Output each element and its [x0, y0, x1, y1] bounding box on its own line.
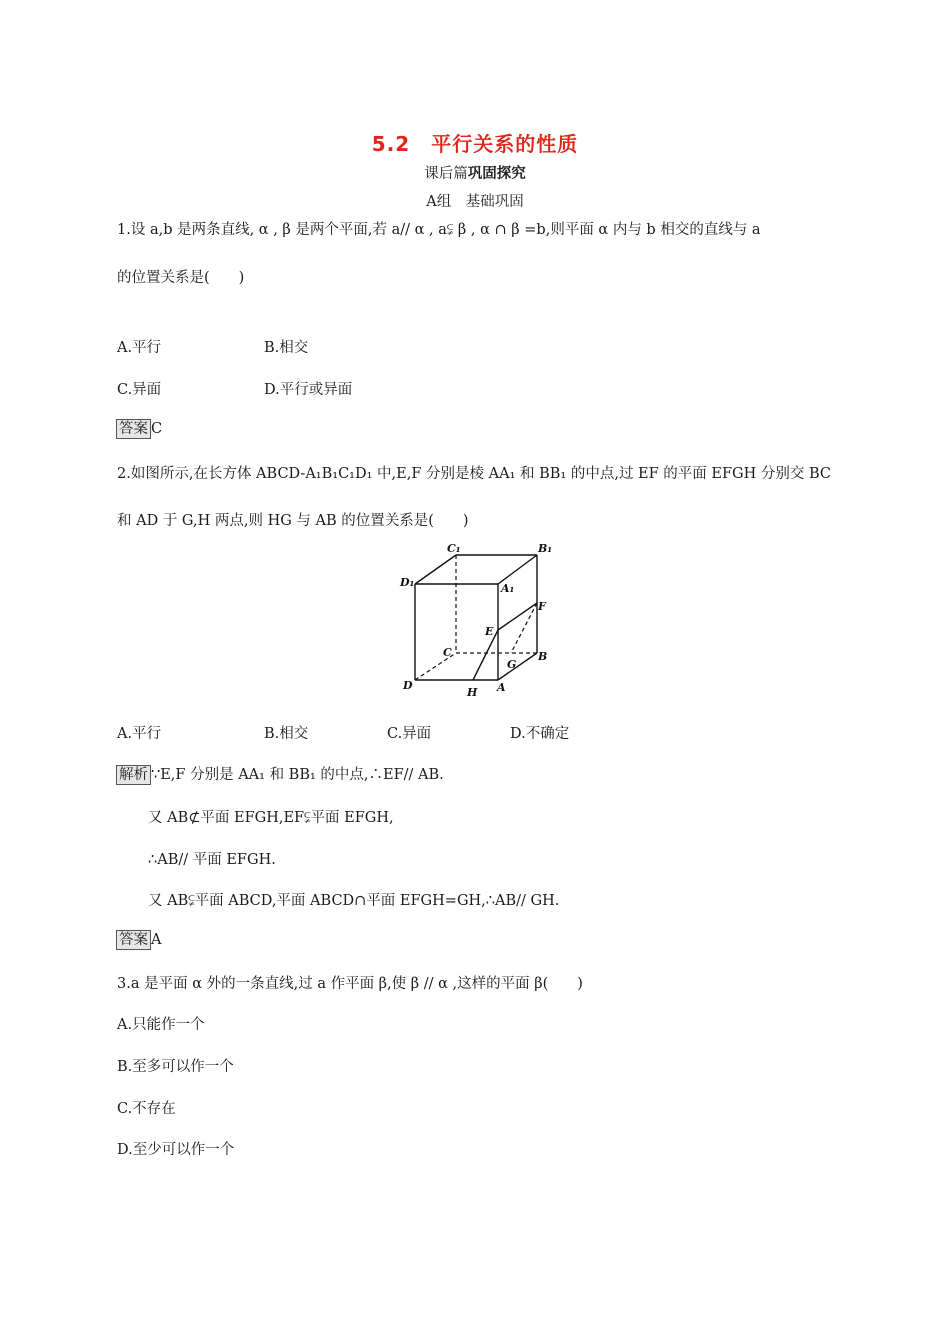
q1-stem-line1: 1.设 a,b 是两条直线, α , β 是两个平面,若 a// α , a⫋ β , α ∩ β =b,则平面 α 内与 b 相交的直线与 a	[117, 222, 761, 238]
label-f: F	[538, 600, 546, 613]
label-c1: C₁	[447, 542, 461, 555]
q2-stem-line2: 和 AD 于 G,H 两点,则 HG 与 AB 的位置关系是( )	[117, 513, 469, 529]
cuboid-figure	[395, 538, 560, 700]
analysis-tag: 解析	[116, 765, 151, 785]
q2-answer: A	[151, 932, 162, 948]
q2-stem-line1: 2.如图所示,在长方体 ABCD-A₁B₁C₁D₁ 中,E,F 分别是棱 AA₁ 和 BB₁ 的中点,过 EF 的平面 EFGH 分别交 BC	[117, 466, 832, 482]
answer-tag: 答案	[116, 930, 151, 950]
label-b: B	[538, 650, 548, 663]
q1-option-b: B.相交	[264, 340, 309, 356]
label-h: H	[467, 686, 478, 699]
label-g: G	[507, 658, 517, 671]
q2-analysis-line3: ∴AB// 平面 EFGH.	[148, 852, 276, 868]
section-subtitle: 课后篇巩固探究	[424, 166, 526, 182]
group-heading: A组 基础巩固	[426, 194, 524, 210]
q1-answer: C	[151, 421, 163, 437]
label-a: A	[497, 681, 506, 694]
label-b1: B₁	[538, 542, 553, 555]
q2-option-a: A.平行	[117, 726, 162, 742]
q2-option-c: C.异面	[387, 726, 432, 742]
q3-option-d: D.至少可以作一个	[117, 1142, 235, 1158]
q2-option-b: B.相交	[264, 726, 309, 742]
q2-analysis-line4: 又 AB⫋平面 ABCD,平面 ABCD∩平面 EFGH=GH,∴AB// GH.	[148, 893, 560, 909]
q1-option-d: D.平行或异面	[264, 382, 353, 398]
label-e: E	[485, 625, 494, 638]
label-d1: D₁	[400, 576, 415, 589]
q2-option-d: D.不确定	[510, 726, 570, 742]
q2-analysis-line1: ∵E,F 分别是 AA₁ 和 BB₁ 的中点,∴EF// AB.	[151, 767, 444, 783]
q3-option-c: C.不存在	[117, 1101, 176, 1117]
answer-tag: 答案	[116, 419, 151, 439]
q1-option-a: A.平行	[117, 340, 162, 356]
q1-option-c: C.异面	[117, 382, 162, 398]
q2-answer-row	[116, 929, 161, 950]
q3-stem: 3.a 是平面 α 外的一条直线,过 a 作平面 β,使 β // α ,这样的平面 β( )	[117, 976, 583, 992]
label-a1: A₁	[501, 582, 515, 595]
label-c: C	[443, 646, 452, 659]
label-d: D	[403, 679, 413, 692]
q3-option-b: B.至多可以作一个	[117, 1059, 234, 1075]
q1-answer-row	[116, 418, 162, 439]
page-title: 5.2 平行关系的性质	[371, 132, 579, 156]
q2-analysis-line2: 又 AB⊄平面 EFGH,EF⫋平面 EFGH,	[148, 810, 394, 826]
q2-analysis-row	[116, 763, 444, 785]
q1-stem-line2: 的位置关系是( )	[117, 270, 245, 286]
q3-option-a: A.只能作一个	[117, 1017, 205, 1033]
